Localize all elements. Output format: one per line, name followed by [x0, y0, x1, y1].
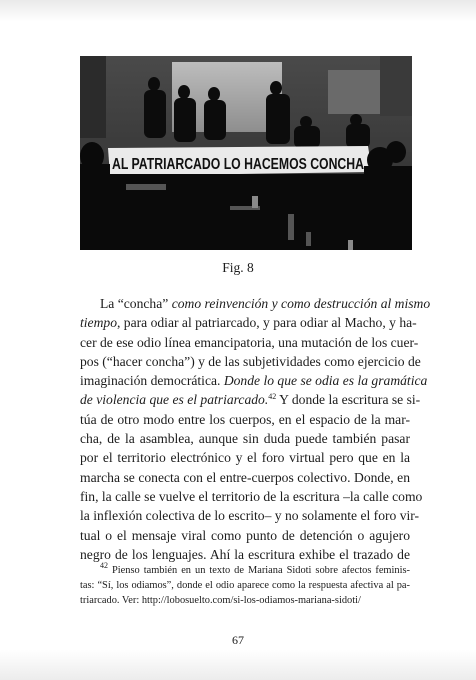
text-segment: imaginación democrática. — [80, 373, 224, 389]
text-line — [80, 526, 410, 545]
footnote — [80, 563, 410, 608]
text-segment: la inflexión colectiva de lo escrito– y no solamente el foro vir- — [80, 508, 420, 524]
text-segment: Y donde la escritura se si- — [276, 392, 421, 408]
body-paragraph — [80, 294, 431, 564]
italic-text: tiempo — [80, 315, 117, 331]
text-line — [80, 487, 423, 506]
italic-text: como reinvención y como destrucción al mismo — [171, 296, 431, 311]
banner-text: AL PATRIARCADO LO HACEMOS CONCHA — [112, 156, 364, 173]
page-number: 67 — [232, 633, 244, 647]
text-segment: por el territorio electrónico y el foro virtual pero que en la — [80, 450, 410, 466]
text-line — [80, 352, 421, 371]
text-line — [80, 448, 410, 467]
text-line — [80, 390, 421, 409]
text-segment: marcha se conecta con el entre-cuerpos colectivo. Donde, en — [80, 469, 410, 485]
italic-text: Donde lo que se odia es la gramática — [223, 373, 428, 389]
text-segment: túa de otro modo entre los cuerpos, en el espacio de la mar- — [80, 411, 410, 427]
footnote-ref: 42 — [268, 392, 277, 402]
footnote-line: triarcado. Ver: http://lobosuelto.com/si-los-odiamos-mariana-sidoti/ — [80, 595, 361, 606]
text-segment: negro de los lenguajes. Ahí la escritura exhibe el trazado de — [80, 546, 410, 562]
footnote-line: tas: “Sí, los odiamos”, donde el odio aparece como la respuesta afectiva al pa- — [80, 580, 410, 591]
protest-photo — [80, 56, 412, 250]
text-line — [80, 371, 428, 390]
text-segment: La “concha” — [100, 296, 172, 311]
text-line — [80, 468, 410, 487]
page-shadow-bottom — [0, 650, 476, 680]
text-line — [80, 294, 431, 313]
text-segment: tual o el mensaje viral como punto de detención o agujero — [80, 527, 410, 543]
text-line — [80, 313, 417, 332]
page-shadow-top — [0, 0, 476, 22]
footnote-number: 42 — [100, 561, 108, 570]
figure-photo — [80, 56, 412, 250]
text-segment: cha, de la asamblea, aunque sin duda puede también pasar — [80, 431, 410, 447]
text-segment: fin, la calle se vuelve el territorio de la escritura –la calle como — [80, 488, 423, 504]
text-segment: pos (“hacer concha”) y de las subjetividades como ejercicio de — [80, 353, 421, 369]
text-line — [80, 333, 419, 352]
italic-text: de violencia que es el patriarcado. — [80, 392, 269, 408]
text-line — [80, 429, 410, 448]
text-line — [80, 410, 410, 429]
text-segment: cer de ese odio línea emancipatoria, una mutación de los cuer- — [80, 334, 419, 350]
footnote-line — [80, 563, 410, 578]
text-line — [80, 506, 420, 525]
text-line — [80, 545, 410, 564]
footnote-text: Pienso también en un texto de Mariana Sidoti sobre afectos feminis- — [112, 565, 410, 576]
figure-caption: Fig. 8 — [222, 260, 254, 275]
text-segment: , para odiar al patriarcado, y para odiar al Macho, y ha- — [117, 315, 417, 331]
